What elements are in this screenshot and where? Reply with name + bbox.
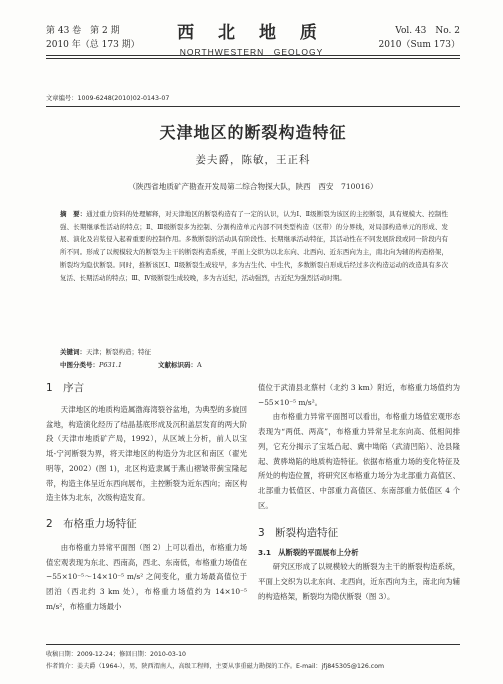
volume-issue-cn: 第 43 卷 第 2 期: [46, 26, 120, 36]
journal-masthead: [170, 22, 333, 58]
classification-line: [60, 360, 448, 369]
keywords: [60, 347, 448, 356]
header-rule-top: [46, 55, 460, 56]
volume-issue-en: Vol. 43 No. 2: [395, 26, 460, 36]
section-2-heading: 2 布格重力场特征: [46, 517, 137, 530]
keywords-text: 天津；断裂构造；特征: [86, 348, 151, 356]
doc-code: A: [196, 361, 202, 369]
year-total-en: 2010（Sum 173）: [378, 40, 460, 50]
right-column: [258, 381, 460, 604]
section-3-1-heading: 3.1 从断裂的平面展布上分析: [258, 548, 359, 558]
year-total-cn: 2010 年（总 173 期）: [46, 40, 140, 50]
article-number-rule: [46, 106, 460, 107]
paper-title: 天津地区的断裂构造特征: [159, 123, 347, 142]
left-column: [46, 380, 247, 614]
keywords-label: 关键词：: [60, 348, 86, 356]
section-1-paragraph: 天津地区的地质构造属渤海湾裂谷盆地，为典型的多旋回盆地，构造演化经历了结晶基底形成及沉积盖层发育的两大阶段（天津市地质矿产局，1992），从区域上分析，前人以宝坻-宁河断裂为界，将天津地区的构造分为北区和南区（翟光明等，2002）(图 1)，北区构造隶属于燕山褶皱带蓟宝隆起带，构造主体呈近东西向展布，主控断裂为近东西向；南区构造主体为北东，次级构造发育。: [46, 405, 247, 503]
journal-volume-cn: [46, 24, 140, 52]
abstract-text: 通过重力资料的处理解释，对天津地区的断裂构造有了一定的认识，认为Ⅰ、Ⅱ级断裂为该区的主控断裂，具有规模大、控制性强、长期继承性活动的特点；Ⅱ、Ⅲ级断裂多为控制、分割构造单元内部不同类型构造（区带）的分界线，对局部构造单元的形成、发展、演化及岩浆侵入起着重要的控制作用。多数断裂的活动具有阶段性、长期继承活动特征，其活动性在不同发展阶段或同一阶段内有所不同。形成了以规模较大的断裂为主干的断裂构造系统，平面上交织为以北东向、北西向、近东西向为主，南北向为辅的构造格架，断裂均为隐伏断裂。同时，推断该区Ⅰ、Ⅱ级断裂生成较早，多为古生代、中生代，多数断裂自形成后经过多次构造运动的改造具有多次复活、长期活动的特点；Ⅲ、Ⅳ级断裂生成较晚，多为古近纪，活动强烈，古近纪为强烈活动时期。: [60, 210, 448, 282]
article-number: 文章编号：1009-6248(2010)02-0143-07: [46, 95, 170, 102]
journal-title-cn: 西 北 地 质: [177, 23, 326, 43]
footer-rule: [46, 644, 460, 645]
paper-authors: 姜夫爵，陈敏，王正科: [195, 154, 311, 166]
clc-label: 中图分类号：: [60, 361, 99, 369]
section-2-continued: 值位于武清县北蔡村（北约 3 km）附近，布格重力场值约为 −55×10⁻⁵ m/s²。: [258, 383, 460, 407]
abstract-label: 摘 要：: [60, 210, 87, 218]
header-rule-bottom: [46, 58, 460, 59]
abstract: [60, 208, 448, 284]
author-affiliation: （陕西省地质矿产勘查开发局第二综合物探大队，陕西 西安 710016）: [128, 182, 378, 191]
author-bio: 作者简介：姜夫爵（1964-），男，陕西渭南人，高级工程师，主要从事重磁力勘探的工作。E-mail：jfj845305@126.com: [46, 663, 385, 670]
section-2-paragraph: 由布格重力异常平面图（图 2）上可以看出，布格重力场值宏观表现为东北、西南高，西北、东南低，布格重力场值在 −55×10⁻⁵～14×10⁻⁵ m/s² 之间变化，重力场最高值位于团泊（西北约 3 km 处），布格重力场值约为 14×10⁻⁵ m/s²，布格重力场最小: [46, 542, 247, 611]
clc-code: P631.1: [99, 361, 122, 369]
journal-volume-en: [370, 24, 460, 52]
section-2-paragraph-2: 由布格重力异常平面图可以看出，布格重力场值宏观形态表现为“两低、两高”，布格重力异常呈北东向高、低相间排列，它充分揭示了宝坻凸起、冀中坳陷（武清凹陷）、沧县隆起、黄骅坳陷的地质构造特征。依据布格重力场的变化特征及所处的构造位置，将研究区布格重力场分为北部重力高值区、北部重力低值区、中部重力高值区、东南部重力低值区 4 个区。: [258, 412, 460, 510]
received-date: 收稿日期：2009-12-24；修回日期：2010-03-10: [46, 651, 186, 658]
section-1-heading: 1 序言: [46, 382, 85, 394]
journal-title-en: NORTHWESTERN GEOLOGY: [179, 47, 324, 57]
section-3-1-paragraph: 研究区形成了以规模较大的断裂为主干的断裂构造系统，平面上交织为以北东向、北西向，近东西向为主，南北向为辅的构造格架，断裂均为隐伏断裂（图 3）。: [258, 562, 460, 601]
doc-code-label: 文献标识码：: [157, 361, 197, 369]
section-3-heading: 3 断裂构造特征: [258, 527, 339, 540]
